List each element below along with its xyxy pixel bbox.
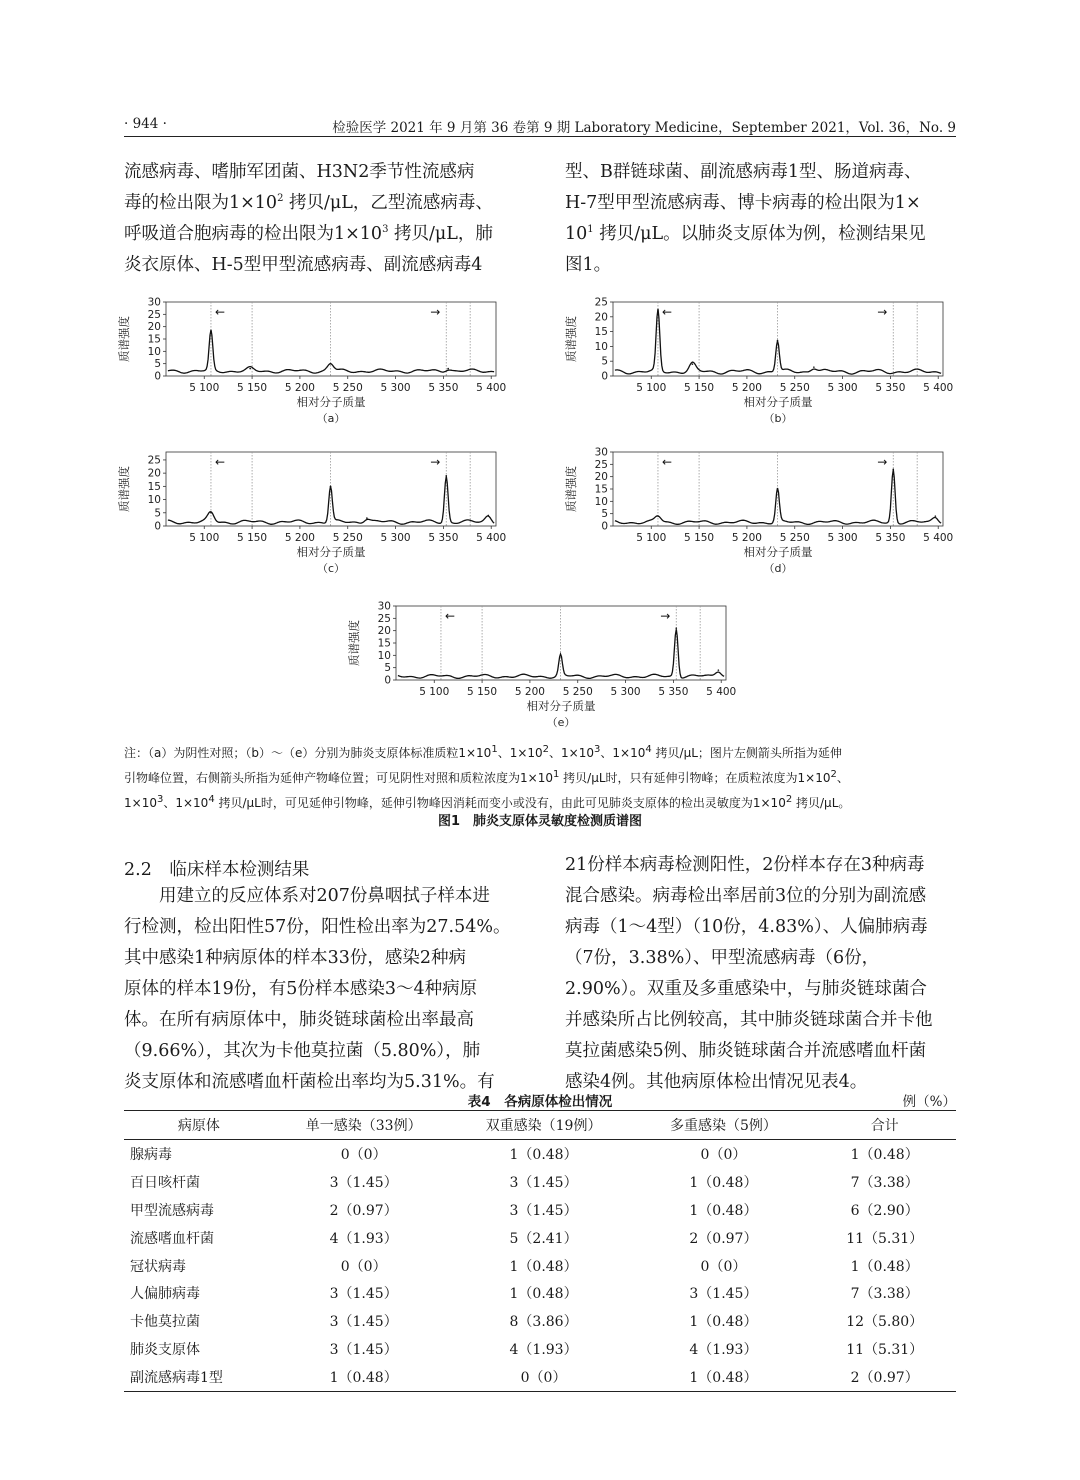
table-header-cell: 合计: [813, 1111, 956, 1140]
y-tick-label: 25: [594, 296, 608, 309]
count-cell: 8（3.86）: [509, 1314, 578, 1331]
peak-point: [675, 627, 677, 629]
peak-point: [210, 512, 212, 514]
count-cell: 1（0.48）: [509, 1258, 578, 1275]
x-tick-label: 5 400: [706, 686, 737, 698]
section-title: 2.2 临床样本检测结果: [124, 860, 310, 880]
count-cell: 1（0.48）: [689, 1202, 758, 1219]
x-tick-label: 5 250: [779, 382, 810, 394]
x-tick-label: 5 400: [476, 532, 507, 544]
y-tick-label: 0: [601, 520, 608, 533]
spectrum-panel-a: [108, 296, 528, 436]
peak-point: [657, 310, 659, 312]
text-line: 流感病毒、嗜肺军团菌、H3N2季节性流感病: [124, 162, 475, 182]
count-cell: 7（3.38）: [850, 1286, 919, 1303]
text-line: $10^1$ 拷贝/μL。以肺炎支原体为例，检测结果见: [565, 224, 926, 244]
running-header: [124, 112, 956, 137]
x-tick-label: 5 350: [658, 686, 689, 698]
panel-label: （a）: [316, 412, 346, 425]
x-tick-label: 5 300: [380, 382, 411, 394]
count-cell: 0（0）: [700, 1258, 747, 1275]
peak-point: [692, 363, 694, 365]
right-arrow: →: [877, 305, 888, 319]
section-left-column: [124, 881, 519, 1098]
count-cell: 1（0.48）: [689, 1314, 758, 1331]
count-cell: 2（0.97）: [329, 1202, 398, 1219]
count-cell: 0（0）: [700, 1146, 747, 1163]
y-axis-label: 质谱强度: [564, 316, 578, 362]
x-tick-label: 5 400: [923, 532, 954, 544]
spectrum-line: [168, 476, 494, 524]
count-cell: 11（5.31）: [846, 1230, 924, 1247]
x-tick-label: 5 400: [923, 382, 954, 394]
left-arrow: ←: [661, 455, 673, 469]
x-tick-label: 5 300: [380, 532, 411, 544]
peak-point: [488, 515, 490, 517]
y-tick-label: 30: [594, 446, 608, 459]
spectrum-line: [398, 629, 724, 678]
x-axis-label: 相对分子质量: [743, 545, 813, 559]
y-tick-label: 5: [154, 358, 161, 371]
x-tick-label: 5 250: [332, 382, 363, 394]
text-line: 并感染所占比例较高，其中肺炎链球菌合并卡他: [565, 1010, 933, 1030]
count-cell: 5（2.41）: [509, 1230, 578, 1247]
spectrum-panel-e: [338, 600, 758, 740]
pathogen-name-cell: 肺炎支原体: [130, 1342, 200, 1359]
table-row: [124, 1335, 956, 1363]
x-tick-label: 5 100: [419, 686, 450, 698]
pathogen-name-cell: 冠状病毒: [130, 1258, 186, 1275]
table-row: [124, 1168, 956, 1196]
count-cell: 0（0）: [340, 1258, 387, 1275]
pathogen-name-cell: 甲型流感病毒: [130, 1202, 214, 1219]
text-line: 炎支原体和流感嗜血杆菌检出率均为5.31%。有: [124, 1072, 495, 1092]
y-tick-label: 5: [384, 662, 391, 675]
table-row: [124, 1307, 956, 1335]
count-cell: 1（0.48）: [850, 1146, 919, 1163]
y-tick-label: 20: [147, 467, 161, 480]
page-number: · 944 ·: [124, 116, 167, 132]
x-tick-label: 5 250: [562, 686, 593, 698]
peak-point: [813, 366, 815, 368]
peak-point: [447, 368, 449, 370]
pathogen-table: [124, 1110, 956, 1392]
table-caption: 表4 各病原体检出情况: [467, 1094, 613, 1110]
table-header-row: [124, 1111, 956, 1140]
text-line: 炎衣原体、H-5型甲型流感病毒、副流感病毒4: [124, 255, 483, 275]
y-tick-label: 10: [147, 494, 161, 507]
y-tick-label: 20: [147, 321, 161, 334]
panel-label: （b）: [763, 412, 793, 425]
x-axis-label: 相对分子质量: [743, 395, 813, 409]
count-cell: 7（3.38）: [850, 1174, 919, 1191]
peak-point: [445, 475, 447, 477]
top-right-paragraph: [565, 157, 957, 281]
x-axis-label: 相对分子质量: [526, 699, 596, 713]
text-line: 感染4例。其他病原体检出情况见表4。: [565, 1072, 868, 1092]
spectrum-panel-c: [108, 446, 528, 586]
peak-point: [249, 368, 251, 370]
y-axis-label: 质谱强度: [117, 466, 131, 512]
figure-caption: 图1 肺炎支原体灵敏度检测质谱图: [437, 814, 643, 829]
count-cell: 1（0.48）: [509, 1286, 578, 1303]
y-tick-label: 15: [147, 480, 161, 493]
text-line: 其中感染1种病原体的样本33份，感染2种病: [124, 948, 467, 968]
x-tick-label: 5 100: [636, 382, 667, 394]
table-header-cell: 单一感染（33例）: [274, 1111, 454, 1140]
x-tick-label: 5 100: [189, 532, 220, 544]
table-header-cell: 多重感染（5例）: [634, 1111, 814, 1140]
x-axis-label: 相对分子质量: [296, 545, 366, 559]
text-line: 病毒（1～4型）（10份，4.83%）、人偏肺病毒: [565, 917, 928, 937]
left-arrow: ←: [661, 305, 673, 319]
peak-point: [892, 468, 894, 470]
note-line: $1\times 10^3$、$1\times 10^4$ 拷贝/μL时，可见延伸引物峰，延伸引物峰因消耗而变小或没有，由此可见肺炎支原体的检出灵敏度为$1\times 10^2$ 拷贝/μL。: [124, 794, 851, 810]
y-tick-label: 25: [377, 612, 391, 625]
y-tick-label: 20: [594, 311, 608, 324]
y-tick-label: 25: [594, 458, 608, 471]
spectrum-line: [615, 470, 941, 525]
count-cell: 0（0）: [340, 1146, 387, 1163]
text-line: 原体的样本19份，有5份样本感染3～4种病原: [124, 979, 478, 999]
y-axis-label: 质谱强度: [117, 316, 131, 362]
count-cell: 1（0.48）: [689, 1174, 758, 1191]
y-tick-label: 15: [594, 483, 608, 496]
x-tick-label: 5 100: [636, 532, 667, 544]
right-arrow: →: [430, 305, 441, 319]
y-tick-label: 15: [594, 326, 608, 339]
table-unit: 例（%）: [902, 1094, 956, 1110]
panel-label: （e）: [546, 716, 576, 729]
y-tick-label: 5: [601, 508, 608, 521]
peak-point: [777, 488, 779, 490]
x-tick-label: 5 150: [684, 532, 715, 544]
peak-point: [718, 669, 720, 671]
count-cell: 3（1.45）: [329, 1174, 398, 1191]
peak-point: [330, 486, 332, 488]
x-tick-label: 5 400: [476, 382, 507, 394]
x-tick-label: 5 300: [827, 532, 858, 544]
x-axis-label: 相对分子质量: [296, 395, 366, 409]
x-tick-label: 5 350: [875, 382, 906, 394]
table-row: [124, 1196, 956, 1224]
count-cell: 3（1.45）: [329, 1314, 398, 1331]
count-cell: 1（0.48）: [274, 1363, 454, 1391]
x-tick-label: 5 300: [827, 382, 858, 394]
y-tick-label: 10: [147, 345, 161, 358]
text-line: 呼吸道合胞病毒的检出限为$1\times 10^3$ 拷贝/μL，肺: [124, 224, 493, 244]
top-left-paragraph: [124, 157, 519, 281]
text-line: （9.66%），其次为卡他莫拉菌（5.80%），肺: [124, 1041, 481, 1061]
x-tick-label: 5 350: [875, 532, 906, 544]
pathogen-name-cell: 百日咳杆菌: [130, 1174, 200, 1191]
journal-citation: 检验医学 2021 年 9 月第 36 卷第 9 期 Laboratory Medicine，September 2021，Vol. 36，No. 9: [332, 120, 956, 136]
text-line: 体。在所有病原体中，肺炎链球菌检出率最高: [124, 1010, 474, 1030]
x-tick-label: 5 200: [514, 686, 545, 698]
x-tick-label: 5 300: [610, 686, 641, 698]
panel-label: （d）: [763, 562, 793, 575]
y-tick-label: 10: [594, 495, 608, 508]
peak-point: [366, 517, 368, 519]
y-axis-label: 质谱强度: [347, 620, 361, 666]
right-arrow: →: [877, 455, 888, 469]
y-tick-label: 15: [147, 333, 161, 346]
spectrum-line: [168, 330, 494, 373]
x-tick-label: 5 350: [428, 532, 459, 544]
text-line: 混合感染。病毒检出率居前3位的分别为副流感: [565, 886, 927, 906]
peak-point: [560, 655, 562, 657]
text-line: 图1。: [565, 255, 612, 275]
y-tick-label: 10: [377, 649, 391, 662]
table-row: [124, 1224, 956, 1252]
peak-point: [210, 331, 212, 333]
x-tick-label: 5 350: [428, 382, 459, 394]
section-right-column: [565, 850, 957, 1098]
pathogen-name-cell: 卡他莫拉菌: [130, 1314, 200, 1331]
panel-label: （c）: [316, 562, 346, 575]
count-cell: 3（1.45）: [329, 1342, 398, 1359]
spectrum-panel-d: [555, 446, 975, 586]
pathogen-name-cell: 腺病毒: [130, 1146, 172, 1163]
y-tick-label: 10: [594, 340, 608, 353]
count-cell: 3（1.45）: [329, 1286, 398, 1303]
count-cell: 1（0.48）: [509, 1146, 578, 1163]
right-arrow: →: [430, 455, 441, 469]
left-arrow: ←: [214, 455, 226, 469]
x-tick-label: 5 100: [189, 382, 220, 394]
y-tick-label: 0: [154, 370, 161, 383]
pathogen-name-cell: 流感嗜血杆菌: [130, 1230, 214, 1247]
y-tick-label: 20: [377, 625, 391, 638]
count-cell: 1（0.48）: [850, 1258, 919, 1275]
text-line: 2.90%）。双重及多重感染中，与肺炎链球菌合: [565, 979, 927, 999]
count-cell: 4（1.93）: [689, 1342, 758, 1359]
table-row: [124, 1252, 956, 1280]
peak-point: [657, 515, 659, 517]
y-tick-label: 0: [601, 370, 608, 383]
note-line: 注：（a）为阴性对照；（b）～（e）分别为肺炎支原体标准质粒$1\times 10^1$、$1\times 10^2$、$1\times 10^3$、$1\times 10^4$ 拷贝/μL；图片左侧箭头所指为延伸: [124, 744, 842, 760]
count-cell: 0（0）: [454, 1363, 634, 1391]
y-tick-label: 20: [594, 471, 608, 484]
y-tick-label: 0: [154, 520, 161, 533]
count-cell: 3（1.45）: [509, 1174, 578, 1191]
spectrum-panel-b: [555, 296, 975, 436]
y-tick-label: 30: [377, 600, 391, 613]
peak-point: [935, 515, 937, 517]
x-tick-label: 5 250: [779, 532, 810, 544]
x-tick-label: 5 200: [284, 532, 315, 544]
y-tick-label: 0: [384, 674, 391, 687]
count-cell: 6（2.90）: [850, 1202, 919, 1219]
y-tick-label: 5: [601, 355, 608, 368]
count-cell: 11（5.31）: [846, 1342, 924, 1359]
peak-point: [330, 363, 332, 365]
text-line: 21份样本病毒检测阳性，2份样本存在3种病毒: [565, 855, 925, 875]
count-cell: 4（1.93）: [329, 1230, 398, 1247]
count-cell: 2（0.97）: [813, 1363, 956, 1391]
x-tick-label: 5 200: [284, 382, 315, 394]
x-tick-label: 5 150: [467, 686, 498, 698]
table-row: [124, 1140, 956, 1168]
table-header-cell: 病原体: [124, 1111, 274, 1140]
text-line: 行检测，检出阳性57份，阳性检出率为27.54%。: [124, 917, 511, 937]
note-line: 引物峰位置，右侧箭头所指为延伸产物峰位置；可见阴性对照和质粒浓度为$1\times 10^1$ 拷贝/μL时，只有延伸引物峰；在质粒浓度为$1\times 10^2$、: [124, 769, 849, 785]
table-header-cell: 双重感染（19例）: [454, 1111, 634, 1140]
count-cell: 3（1.45）: [509, 1202, 578, 1219]
count-cell: 4（1.93）: [509, 1342, 578, 1359]
x-tick-label: 5 150: [684, 382, 715, 394]
table-row: [124, 1279, 956, 1307]
x-tick-label: 5 200: [731, 382, 762, 394]
figure-note: [124, 741, 956, 816]
y-tick-label: 15: [377, 637, 391, 650]
pathogen-name-cell: 人偏肺病毒: [130, 1286, 200, 1303]
x-tick-label: 5 150: [237, 532, 268, 544]
x-tick-label: 5 150: [237, 382, 268, 394]
count-cell: 12（5.80）: [846, 1314, 924, 1331]
x-tick-label: 5 200: [731, 532, 762, 544]
left-arrow: ←: [214, 305, 226, 319]
y-tick-label: 25: [147, 454, 161, 467]
table-row: [124, 1363, 956, 1391]
left-arrow: ←: [444, 609, 456, 623]
text-line: （7份，3.38%）、甲型流感病毒（6份，: [565, 948, 880, 968]
text-line: 莫拉菌感染5例、肺炎链球菌合并流感嗜血杆菌: [565, 1041, 927, 1061]
text-line: 毒的检出限为$1\times 10^2$ 拷贝/μL，乙型流感病毒、: [124, 193, 493, 213]
y-axis-label: 质谱强度: [564, 466, 578, 512]
y-tick-label: 5: [154, 507, 161, 520]
peak-point: [777, 340, 779, 342]
x-tick-label: 5 250: [332, 532, 363, 544]
count-cell: 1（0.48）: [634, 1363, 814, 1391]
text-line: H-7型甲型流感病毒、博卡病毒的检出限为1×: [565, 193, 921, 213]
right-arrow: →: [660, 609, 671, 623]
y-tick-label: 25: [147, 308, 161, 321]
text-line: 型、B群链球菌、副流感病毒1型、肠道病毒、: [565, 162, 922, 182]
text-line: 用建立的反应体系对207份鼻咽拭子样本进: [124, 886, 490, 906]
count-cell: 2（0.97）: [689, 1230, 758, 1247]
y-tick-label: 30: [147, 296, 161, 309]
pathogen-name-cell: 副流感病毒1型: [124, 1363, 274, 1391]
count-cell: 3（1.45）: [689, 1286, 758, 1303]
